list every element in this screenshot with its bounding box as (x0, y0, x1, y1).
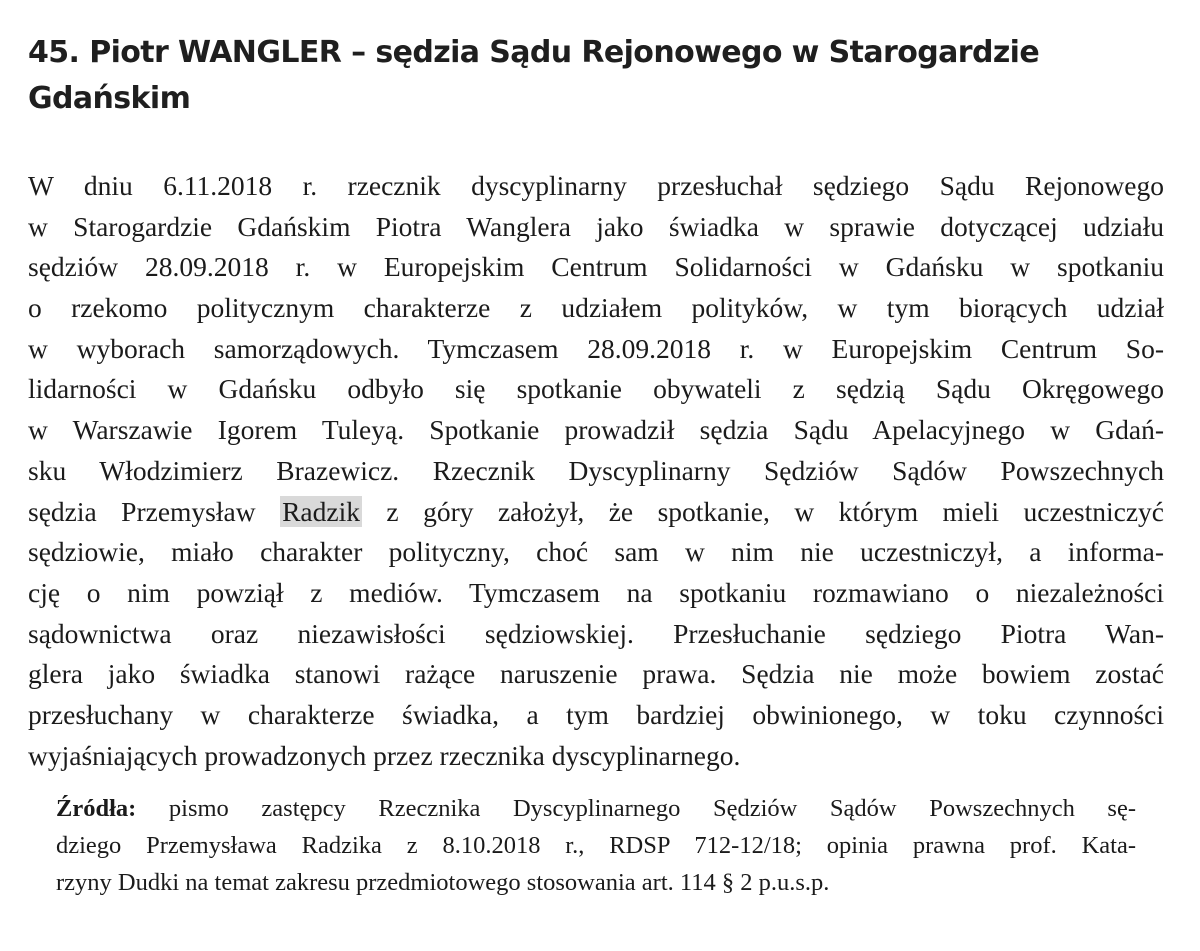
paragraph-line: glera jako świadka stanowi rażące naruszenie prawa. Sędzia nie może bowiem zostać (28, 658, 1164, 690)
paragraph-line: wyjaśniających prowadzonych przez rzecznika dyscyplinarnego. (28, 739, 741, 771)
sources-note (56, 790, 1136, 901)
paragraph-line: sądownictwa oraz niezawisłości sędziowskiej. Przesłuchanie sędziego Piotra Wan- (28, 617, 1164, 649)
highlighted-word: Radzik (282, 495, 360, 527)
paragraph-line: cję o nim powziął z mediów. Tymczasem na spotkaniu rozmawiano o niezależności (28, 576, 1164, 608)
sources-line-1 (56, 790, 1136, 827)
paragraph-line: w wyborach samorządowych. Tymczasem 28.09.2018 r. w Europejskim Centrum So- (28, 332, 1164, 364)
paragraph-line: sędziów 28.09.2018 r. w Europejskim Centrum Solidarności w Gdańsku w spotkaniu (28, 251, 1164, 283)
body-paragraph (28, 166, 1164, 776)
paragraph-line: o rzekomo politycznym charakterze z udziałem polityków, w tym biorących udział (28, 292, 1164, 324)
sources-label: Źródła: (56, 795, 137, 822)
document-page (28, 30, 1164, 771)
paragraph-line: W dniu 6.11.2018 r. rzecznik dyscyplinarny przesłuchał sędziego Sądu Rejonowego (28, 170, 1164, 201)
highlight-suffix: z góry założył, że spotkanie, w którym mieli uczestniczyć (361, 495, 1164, 527)
highlight-prefix: sędzia Przemysław (28, 495, 281, 527)
paragraph-line: w Starogardzie Gdańskim Piotra Wanglera jako świadka w sprawie dotyczącej udziału (28, 210, 1164, 242)
section-heading (28, 30, 1164, 122)
paragraph-line: sku Włodzimierz Brazewicz. Rzecznik Dyscyplinarny Sędziów Sądów Powszechnych (28, 454, 1164, 486)
paragraph-line: lidarności w Gdańsku odbyło się spotkanie obywateli z sędzią Sądu Okręgowego (28, 373, 1164, 405)
sources-line-3: rzyny Dudki na temat zakresu przedmiotowego stosowania art. 114 § 2 p.u.s.p. (56, 869, 830, 896)
paragraph-line: w Warszawie Igorem Tuleyą. Spotkanie prowadził sędzia Sądu Apelacyjnego w Gdań- (28, 414, 1164, 446)
sources-line-2: dziego Przemysława Radzika z 8.10.2018 r., RDSP 712-12/18; opinia prawna prof. Kata- (56, 832, 1136, 859)
sources-line-1-text: pismo zastępcy Rzecznika Dyscyplinarnego Sędziów Sądów Powszechnych sę- (136, 795, 1136, 822)
heading-line-2: Gdańskim (28, 81, 191, 116)
heading-line-1: 45. Piotr WANGLER – sędzia Sądu Rejonowego w Starogardzie (28, 35, 1040, 70)
paragraph-line: przesłuchany w charakterze świadka, a tym bardziej obwinionego, w toku czynności (28, 698, 1164, 730)
paragraph-line: sędziowie, miało charakter polityczny, choć sam w nim nie uczestniczył, a informa- (28, 536, 1164, 568)
paragraph-line-with-highlight (28, 492, 1164, 533)
